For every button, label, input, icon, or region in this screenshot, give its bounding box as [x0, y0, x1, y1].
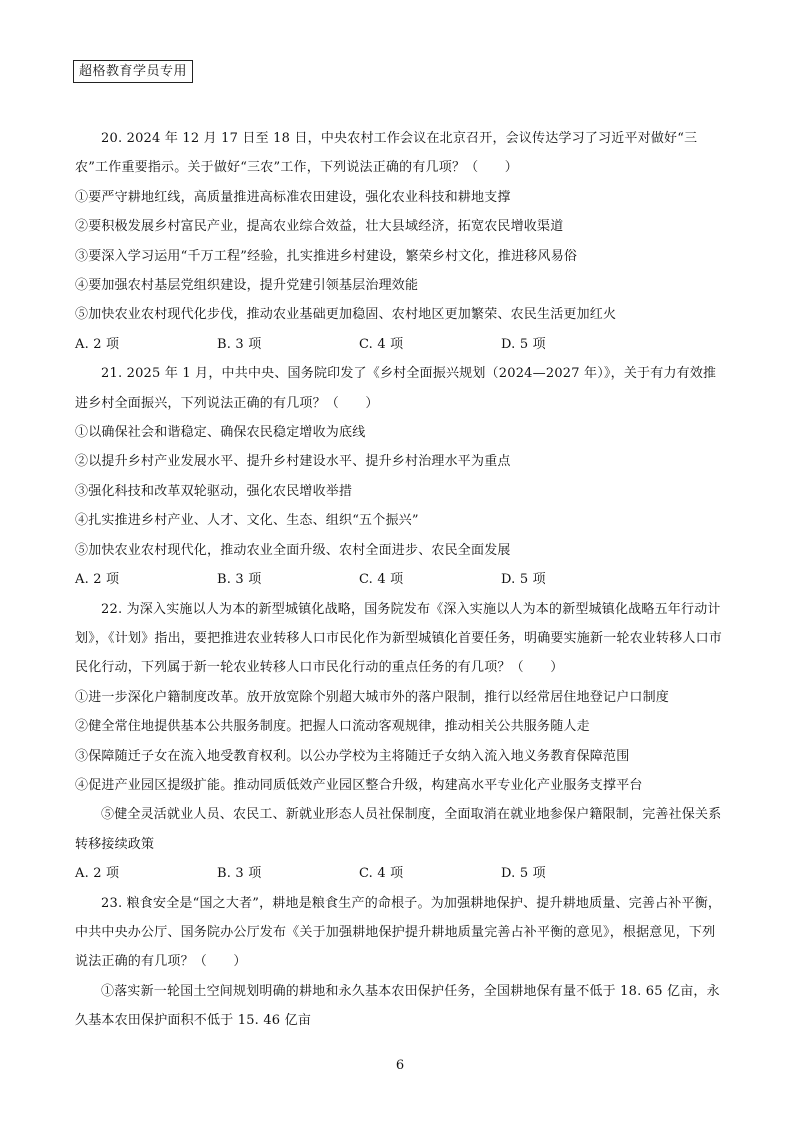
statement-item: ②健全常住地提供基本公共服务制度。把握人口流动客观规律，推动相关公共服务随人走 [75, 719, 590, 735]
statement-item: ⑤加快农业农村现代化步伐，推动农业基础更加稳固、农村地区更加繁荣、农民生活更加红火 [75, 307, 617, 323]
statement-item: ②以提升乡村产业发展水平、提升乡村建设水平、提升乡村治理水平为重点 [75, 454, 511, 470]
choice-c: C. 4 项 [359, 336, 404, 352]
choice-d: D. 5 项 [501, 866, 546, 882]
choice-c: C. 4 项 [359, 572, 404, 588]
question-stem: 21. 2025 年 1 月，中共中央、国务院印发了《乡村全面振兴规划（2024—2027 年）》，关于有力有效推进乡村全面振兴，下列说法正确的有几项？（ ） [75, 366, 717, 411]
statement-item: ①落实新一轮国土空间规划明确的耕地和永久基本农田保护任务，全国耕地保有量不低于 18. 65 亿亩，永久基本农田保护面积不低于 15. 46 亿亩 [75, 983, 720, 1029]
answer-choices [75, 330, 727, 359]
choice-a: A. 2 项 [75, 572, 120, 588]
statement-item: ②要积极发展乡村富民产业，提高农业综合效益，壮大县域经济，拓宽农民增收渠道 [75, 219, 564, 235]
choice-d: D. 5 项 [501, 336, 546, 352]
statement-item: ④扎实推进乡村产业、人才、文化、生态、组织“五个振兴” [75, 513, 419, 529]
statement-item: ④要加强农村基层党组织建设，提升党建引领基层治理效能 [75, 278, 419, 294]
choice-d: D. 5 项 [501, 572, 546, 588]
choice-a: A. 2 项 [75, 336, 120, 352]
statement-item: ③强化科技和改革双轮驱动，强化农民增收举措 [75, 483, 353, 499]
statement-item: ③要深入学习运用“千万工程”经验，扎实推进乡村建设，繁荣乡村文化，推进移风易俗 [75, 248, 578, 264]
statement-item: ⑤加快农业农村现代化，推动农业全面升级、农村全面进步、农民全面发展 [75, 542, 511, 558]
question-23 [75, 889, 727, 1036]
statement-item: ③保障随迁子女在流入地受教育权利。以公办学校为主将随迁子女纳入流入地义务教育保障范围 [75, 748, 630, 764]
statement-item: ①要严守耕地红线，高质量推进高标准农田建设，强化农业科技和耕地支撑 [75, 189, 511, 205]
statement-item: ①进一步深化户籍制度改革。放开放宽除个别超大城市外的落户限制，推行以经常居住地登记户口制度 [75, 689, 670, 705]
answer-choices [75, 859, 727, 888]
question-22 [75, 595, 727, 889]
statement-item: ⑤健全灵活就业人员、农民工、新就业形态人员社保制度，全面取消在就业地参保户籍限制，完善社保关系转移接续政策 [75, 807, 722, 852]
statement-item: ④促进产业园区提级扩能。推动同质低效产业园区整合升级，构建高水平专业化产业服务支撑平台 [75, 777, 643, 793]
question-20 [75, 124, 727, 359]
choice-c: C. 4 项 [359, 866, 404, 882]
question-stem: 23. 粮食安全是“国之大者”，耕地是粮食生产的命根子。为加强耕地保护、提升耕地质量、完善占补平衡，中共中央办公厅、国务院办公厅发布《关于加强耕地保护提升耕地质量完善占补平衡的意见》，根据意见，下列说法正确的有几项？（ ） [75, 895, 722, 970]
question-21 [75, 359, 727, 594]
question-stem: 20. 2024 年 12 月 17 日至 18 日，中央农村工作会议在北京召开，会议传达学习了习近平对做好“三农”工作重要指示。关于做好“三农”工作，下列说法正确的有几项？（ ） [75, 131, 698, 176]
answer-choices [75, 565, 727, 594]
choice-b: B. 3 项 [217, 572, 262, 588]
choice-b: B. 3 项 [217, 336, 262, 352]
student-only-stamp: 超格教育学员专用 [73, 60, 193, 83]
question-content [75, 124, 727, 1036]
choice-a: A. 2 项 [75, 866, 120, 882]
page-number: 6 [395, 1058, 405, 1073]
choice-b: B. 3 项 [217, 866, 262, 882]
statement-item: ①以确保社会和谐稳定、确保农民稳定增收为底线 [75, 425, 366, 441]
question-stem: 22. 为深入实施以人为本的新型城镇化战略，国务院发布《深入实施以人为本的新型城镇化战略五年行动计划》，《计划》指出，要把推进农业转移人口市民化作为新型城镇化首要任务，明确要实施新一轮农业转移人口市民化行动，下列属于新一轮农业转移人口市民化行动的重点任务的有几项？（ ） [75, 601, 723, 676]
